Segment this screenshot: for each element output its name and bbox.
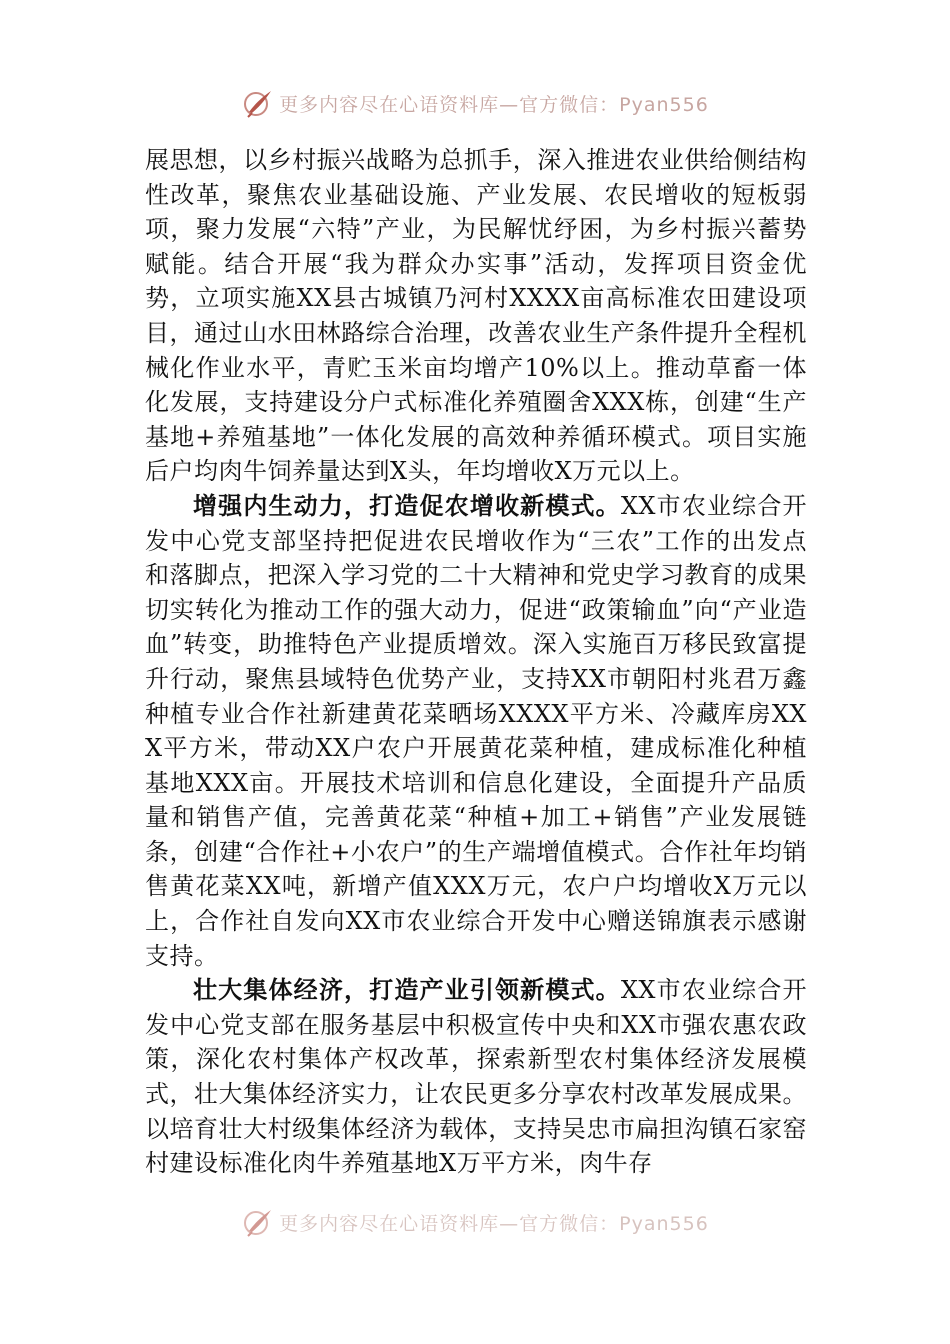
quill-logo-icon (241, 86, 275, 120)
paragraph-text: XX市农业综合开发中心党支部在服务基层中积极宣传中央和XX市强农惠农政策，深化农村集体产权改革，探索新型农村集体经济发展模式，壮大集体经济实力，让农民更多分享农村改革发展成果。以培育壮大村级集体经济为载体，支持吴忠市扁担沟镇石家窑村建设标准化肉牛养殖基地X万平方米，肉牛存 (145, 976, 807, 1178)
paragraph-1 (145, 143, 807, 489)
watermark-text: 更多内容尽在心语资料库—官方微信：Pyan556 (279, 1212, 709, 1235)
document-body (145, 143, 807, 1181)
footer-watermark (0, 1207, 950, 1237)
quill-logo-icon (241, 1207, 275, 1237)
header-watermark (0, 83, 950, 123)
paragraph-3 (145, 973, 807, 1181)
paragraph-text: 展思想，以乡村振兴战略为总抓手，深入推进农业供给侧结构性改革，聚焦农业基础设施、产业发展、农民增收的短板弱项，聚力发展“六特”产业，为民解忧纾困，为乡村振兴蓄势赋能。结合开展“我为群众办实事”活动，发挥项目资金优势，立项实施XX县古城镇乃河村XXXX亩高标准农田建设项目，通过山水田林路综合治理，改善农业生产条件提升全程机械化作业水平，青贮玉米亩均增产10%以上。推动草畜一体化发展，支持建设分户式标准化养殖圈舍XXX栋，创建“生产基地+养殖基地”一体化发展的高效种养循环模式。项目实施后户均肉牛饲养量达到X头，年均增收X万元以上。 (145, 146, 807, 486)
paragraph-heading: 壮大集体经济，打造产业引领新模式。 (193, 975, 621, 1005)
paragraph-2 (145, 489, 807, 973)
watermark-text: 更多内容尽在心语资料库—官方微信：Pyan556 (279, 93, 709, 116)
paragraph-text: XX市农业综合开发中心党支部坚持把促进农民增收作为“三农”工作的出发点和落脚点，把深入学习党的二十大精神和党史学习教育的成果切实转化为推动工作的强大动力，促进“政策输血”向“产业造血”转变，助推特色产业提质增效。深入实施百万移民致富提升行动，聚焦县域特色优势产业，支持XX市朝阳村兆君万鑫种植专业合作社新建黄花菜晒场XXXX平方米、冷藏库房XXX平方米，带动XX户农户开展黄花菜种植，建成标准化种植基地XXX亩。开展技术培训和信息化建设，全面提升产品质量和销售产值，完善黄花菜“种植+加工+销售”产业发展链条，创建“合作社+小农户”的生产端增值模式。合作社年均销售黄花菜XX吨，新增产值XXX万元，农户户均增收X万元以上，合作社自发向XX市农业综合开发中心赠送锦旗表示感谢支持。 (145, 491, 807, 970)
paragraph-heading: 增强内生动力，打造促农增收新模式。 (193, 490, 621, 520)
